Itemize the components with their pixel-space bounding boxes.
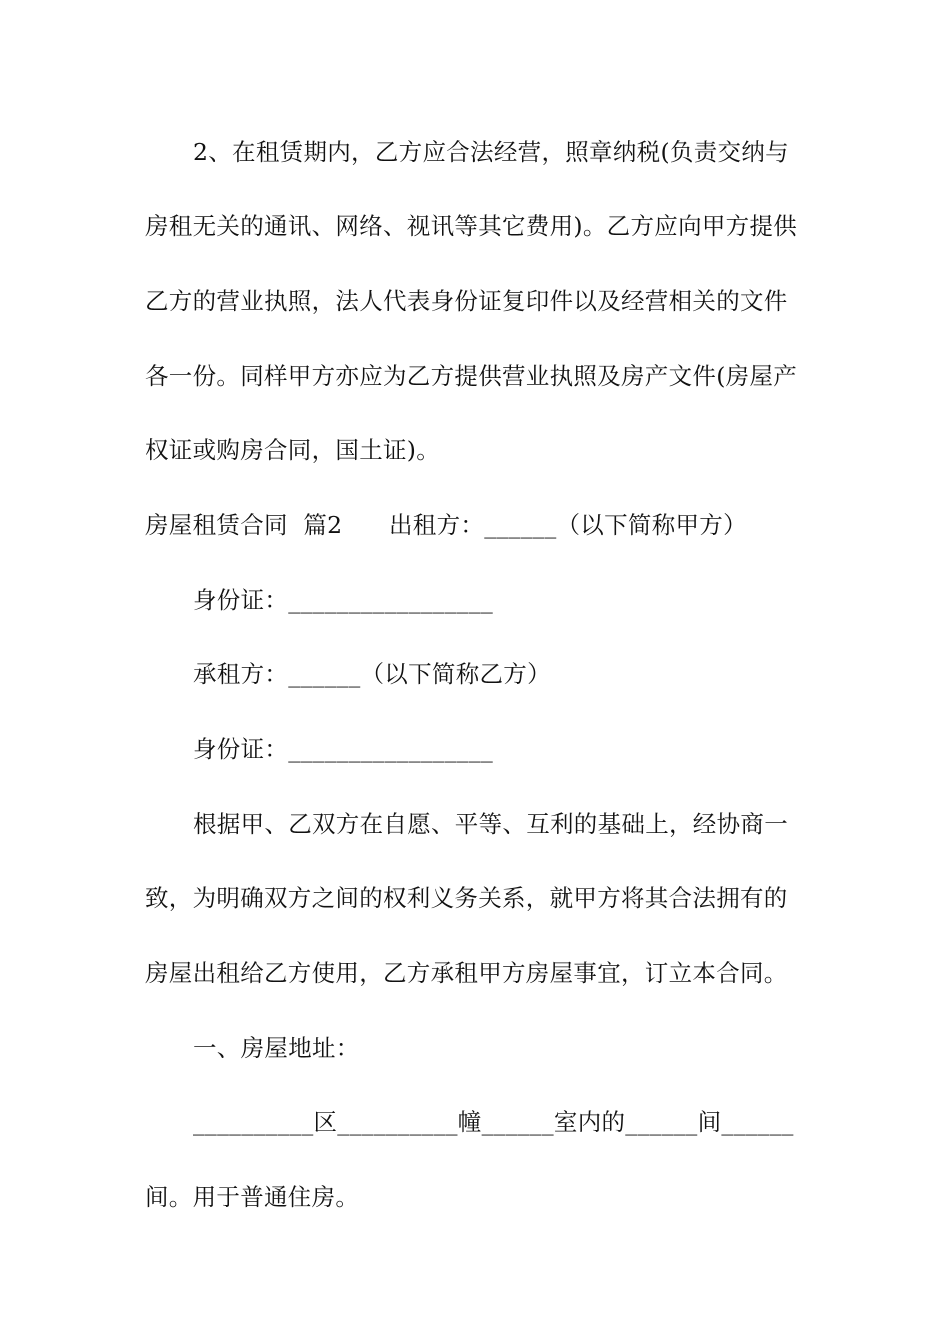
preamble-line-1: 根据甲、乙双方在自愿、平等、互利的基础上，经协商一 <box>193 810 788 838</box>
clause-2-line-2: 房租无关的通讯、网络、视讯等其它费用)。乙方应向甲方提供 <box>145 212 798 240</box>
lessee-line: 承租方：______（以下简称乙方） <box>193 660 551 688</box>
preamble-line-2: 致，为明确双方之间的权利义务关系，就甲方将其合法拥有的 <box>145 884 788 912</box>
clause-2-line-5: 权证或购房合同，国土证)。 <box>145 436 441 464</box>
clause-2-line-4: 各一份。同样甲方亦应为乙方提供营业执照及房产文件(房屋产 <box>145 362 798 390</box>
house-address-blanks: __________区__________幢______室内的______间______ <box>193 1108 794 1136</box>
clause-2-line-1: 2、在租赁期内，乙方应合法经营，照章纳税(负责交纳与 <box>193 138 789 166</box>
clause-2-line-3: 乙方的营业执照，法人代表身份证复印件以及经营相关的文件 <box>145 287 788 315</box>
preamble-line-3: 房屋出租给乙方使用，乙方承租甲方房屋事宜，订立本合同。 <box>145 959 788 987</box>
lessor-id-line: 身份证：_________________ <box>193 586 494 614</box>
section-title-lessor: 房屋租赁合同 篇2 出租方：______（以下简称甲方） <box>145 511 747 539</box>
house-usage-line: 间。用于普通住房。 <box>145 1183 360 1211</box>
lessee-id-line: 身份证：_________________ <box>193 735 494 763</box>
house-address-heading: 一、房屋地址： <box>193 1034 360 1062</box>
